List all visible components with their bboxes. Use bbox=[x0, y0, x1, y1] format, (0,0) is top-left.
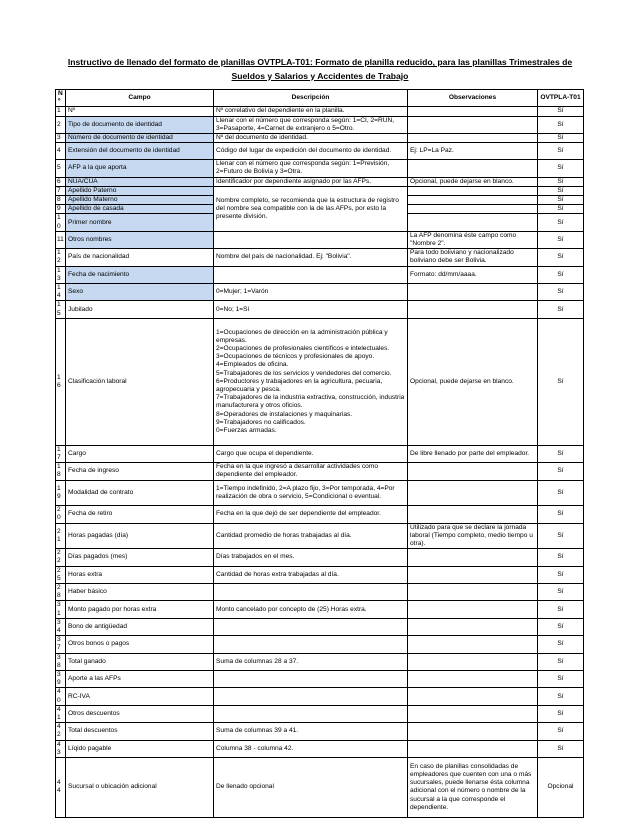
table-row bbox=[56, 618, 584, 635]
cell-number: 28 bbox=[56, 584, 66, 601]
cell-observaciones bbox=[408, 566, 538, 583]
table-body bbox=[56, 107, 584, 817]
cell-descripcion: Llenar con el número que corresponda según: 1=CI, 2=RUN, 3=Pasaporte, 4=Carnet de extranjero o 5=Otro. bbox=[214, 116, 408, 133]
cell-observaciones bbox=[408, 107, 538, 116]
cell-descripcion: Monto cancelado por concepto de (25) Horas extra. bbox=[214, 601, 408, 618]
cell-observaciones bbox=[408, 584, 538, 601]
cell-descripcion: De llenado opcional bbox=[214, 758, 408, 818]
cell-observaciones: En caso de planillas consolidadas de empleadores que cuenten con una o más sucursales, puede llenarse ésta columna adicional con el número o nombre de la sucursal a la que corresponde el dependiente. bbox=[408, 758, 538, 818]
document-title: Instructivo de llenado del formato de planillas OVTPLA-T01: Formato de planilla reducido, para las planillas Trimestrales de Sueldos y Salarios y Accidentes de Trabajo bbox=[67, 57, 573, 81]
cell-descripcion: Nombre completo, se recomienda que la estructura de registro del nombre sea compatible con la de las AFPs, por esto la presente división. bbox=[214, 186, 408, 231]
cell-campo: Monto pagado por horas extra bbox=[66, 601, 214, 618]
cell-number: 39 bbox=[56, 671, 66, 688]
cell-observaciones bbox=[408, 618, 538, 635]
cell-observaciones bbox=[408, 116, 538, 133]
cell-ovtpla: Sí bbox=[538, 671, 584, 688]
cell-number: 8 bbox=[56, 196, 66, 205]
cell-campo: Fecha de nacimiento bbox=[66, 266, 214, 283]
cell-observaciones bbox=[408, 480, 538, 506]
cell-observaciones bbox=[408, 723, 538, 740]
cell-ovtpla: Opcional bbox=[538, 758, 584, 818]
cell-campo: Otros bonos o pagos bbox=[66, 636, 214, 653]
cell-campo: Fecha de retiro bbox=[66, 506, 214, 523]
cell-number: 3 bbox=[56, 134, 66, 143]
cell-number: 42 bbox=[56, 723, 66, 740]
cell-ovtpla: Sí bbox=[538, 231, 584, 248]
cell-ovtpla: Sí bbox=[538, 301, 584, 318]
cell-observaciones bbox=[408, 601, 538, 618]
header-observaciones: Observaciones bbox=[408, 90, 538, 107]
cell-ovtpla: Sí bbox=[538, 653, 584, 670]
cell-number: 44 bbox=[56, 758, 66, 818]
cell-observaciones bbox=[408, 196, 538, 205]
cell-campo: Clasificación laboral bbox=[66, 318, 214, 445]
cell-descripcion: Suma de columnas 28 a 37. bbox=[214, 653, 408, 670]
cell-ovtpla: Sí bbox=[538, 584, 584, 601]
cell-ovtpla: Sí bbox=[538, 740, 584, 757]
cell-descripcion: 1=Tiempo indefinido, 2=A plazo fijo, 3=Por temporada, 4=Por realización de obra o servicio, 5=Condicional o eventual. bbox=[214, 480, 408, 506]
cell-descripcion bbox=[214, 231, 408, 248]
table-row bbox=[56, 249, 584, 266]
cell-campo: Sucursal o ubicación adicional bbox=[66, 758, 214, 818]
table-header-row bbox=[56, 90, 584, 107]
cell-observaciones bbox=[408, 653, 538, 670]
cell-descripcion: Cantidad de horas extra trabajadas al día. bbox=[214, 566, 408, 583]
cell-number: 10 bbox=[56, 214, 66, 231]
table-row bbox=[56, 266, 584, 283]
cell-campo: Días pagados (mes) bbox=[66, 549, 214, 566]
cell-number: 15 bbox=[56, 301, 66, 318]
cell-campo: Apellido Materno bbox=[66, 196, 214, 205]
cell-number: 25 bbox=[56, 566, 66, 583]
cell-campo: Bono de antigüedad bbox=[66, 618, 214, 635]
cell-number: 18 bbox=[56, 463, 66, 480]
cell-number: 4 bbox=[56, 143, 66, 160]
cell-descripcion bbox=[214, 266, 408, 283]
cell-observaciones bbox=[408, 214, 538, 231]
instructions-table bbox=[55, 89, 584, 818]
cell-campo: Primer nombre bbox=[66, 214, 214, 231]
cell-campo: Apellido de casada bbox=[66, 205, 214, 214]
cell-observaciones bbox=[408, 284, 538, 301]
cell-number: 22 bbox=[56, 549, 66, 566]
table-row bbox=[56, 116, 584, 133]
cell-campo: Haber básico bbox=[66, 584, 214, 601]
table-row bbox=[56, 566, 584, 583]
table-row bbox=[56, 705, 584, 722]
cell-number: 40 bbox=[56, 688, 66, 705]
cell-ovtpla: Sí bbox=[538, 549, 584, 566]
cell-descripcion bbox=[214, 688, 408, 705]
cell-campo: Sexo bbox=[66, 284, 214, 301]
cell-observaciones: Formato: dd/mm/aaaa. bbox=[408, 266, 538, 283]
cell-number: 20 bbox=[56, 506, 66, 523]
cell-campo: Fecha de ingreso bbox=[66, 463, 214, 480]
cell-campo: Modalidad de contrato bbox=[66, 480, 214, 506]
cell-descripcion: Identificador por dependiente asignado por las AFPs. bbox=[214, 177, 408, 186]
cell-ovtpla: Sí bbox=[538, 214, 584, 231]
cell-campo: País de nacionalidad bbox=[66, 249, 214, 266]
cell-number: 7 bbox=[56, 186, 66, 195]
cell-campo: Líqido pagable bbox=[66, 740, 214, 757]
cell-number: 12 bbox=[56, 249, 66, 266]
cell-ovtpla: Sí bbox=[538, 688, 584, 705]
table-row bbox=[56, 231, 584, 248]
cell-number: 1 bbox=[56, 107, 66, 116]
cell-observaciones bbox=[408, 205, 538, 214]
cell-descripcion: Fecha en la que dejó de ser dependiente del empleador. bbox=[214, 506, 408, 523]
cell-ovtpla: Sí bbox=[538, 266, 584, 283]
table-row bbox=[56, 758, 584, 818]
header-ovtpla: OVTPLA-T01 bbox=[538, 90, 584, 107]
cell-descripcion: Nº correlativo del dependiente en la planilla. bbox=[214, 107, 408, 116]
cell-observaciones bbox=[408, 134, 538, 143]
cell-campo: Número de documento de identidad bbox=[66, 134, 214, 143]
cell-descripcion: Nombre del país de nacionalidad. Ej: "Bolivia". bbox=[214, 249, 408, 266]
cell-descripcion bbox=[214, 584, 408, 601]
cell-campo: Otros descuentos bbox=[66, 705, 214, 722]
cell-number: 11 bbox=[56, 231, 66, 248]
header-campo: Campo bbox=[66, 90, 214, 107]
cell-observaciones bbox=[408, 671, 538, 688]
cell-campo: NUA/CUA bbox=[66, 177, 214, 186]
cell-observaciones: Utilizado para que se declare la jornada laboral (Tiempo completo, medio tiempo u otra). bbox=[408, 523, 538, 549]
cell-descripcion: Cantidad promedio de horas trabajadas al día. bbox=[214, 523, 408, 549]
table-row bbox=[56, 740, 584, 757]
table-row bbox=[56, 284, 584, 301]
table-row bbox=[56, 688, 584, 705]
cell-descripcion: Suma de columnas 39 a 41. bbox=[214, 723, 408, 740]
cell-ovtpla: Sí bbox=[538, 249, 584, 266]
cell-ovtpla: Sí bbox=[538, 523, 584, 549]
cell-number: 41 bbox=[56, 705, 66, 722]
table-row bbox=[56, 177, 584, 186]
cell-campo: Otros nombres bbox=[66, 231, 214, 248]
cell-number: 31 bbox=[56, 601, 66, 618]
cell-ovtpla: Sí bbox=[538, 705, 584, 722]
table-row bbox=[56, 186, 584, 195]
table-row bbox=[56, 584, 584, 601]
cell-campo: Extensión del documento de identidad bbox=[66, 143, 214, 160]
cell-descripcion: Nº del documento de identidad. bbox=[214, 134, 408, 143]
cell-campo: Nº bbox=[66, 107, 214, 116]
cell-observaciones bbox=[408, 160, 538, 177]
cell-number: 13 bbox=[56, 266, 66, 283]
cell-descripcion bbox=[214, 636, 408, 653]
cell-ovtpla: Sí bbox=[538, 107, 584, 116]
cell-ovtpla: Sí bbox=[538, 134, 584, 143]
cell-campo: Total ganado bbox=[66, 653, 214, 670]
cell-ovtpla: Sí bbox=[538, 463, 584, 480]
cell-number: 21 bbox=[56, 523, 66, 549]
table-row bbox=[56, 636, 584, 653]
cell-number: 34 bbox=[56, 618, 66, 635]
cell-ovtpla: Sí bbox=[538, 318, 584, 445]
cell-descripcion: 0=No; 1=Sí bbox=[214, 301, 408, 318]
cell-observaciones bbox=[408, 301, 538, 318]
cell-ovtpla: Sí bbox=[538, 143, 584, 160]
cell-ovtpla: Sí bbox=[538, 177, 584, 186]
cell-observaciones bbox=[408, 186, 538, 195]
cell-ovtpla: Sí bbox=[538, 196, 584, 205]
cell-ovtpla: Sí bbox=[538, 186, 584, 195]
cell-ovtpla: Sí bbox=[538, 601, 584, 618]
cell-descripcion: Código del lugar de expedición del documento de identidad. bbox=[214, 143, 408, 160]
cell-number: 16 bbox=[56, 318, 66, 445]
cell-ovtpla: Sí bbox=[538, 445, 584, 462]
table-row bbox=[56, 107, 584, 116]
cell-observaciones bbox=[408, 636, 538, 653]
cell-campo: AFP a la que aporta bbox=[66, 160, 214, 177]
cell-descripcion: Llenar con el número que corresponda según: 1=Previsión, 2=Futuro de Bolivia y 3=Otra. bbox=[214, 160, 408, 177]
cell-ovtpla: Sí bbox=[538, 566, 584, 583]
cell-number: 37 bbox=[56, 636, 66, 653]
cell-observaciones: Ej: LP=La Paz. bbox=[408, 143, 538, 160]
cell-observaciones bbox=[408, 506, 538, 523]
cell-observaciones: De libre llenado por parte del empleador. bbox=[408, 445, 538, 462]
table-row bbox=[56, 301, 584, 318]
table-row bbox=[56, 143, 584, 160]
table-row bbox=[56, 671, 584, 688]
cell-ovtpla: Sí bbox=[538, 723, 584, 740]
cell-observaciones bbox=[408, 740, 538, 757]
table-row bbox=[56, 653, 584, 670]
cell-descripcion bbox=[214, 618, 408, 635]
table-row bbox=[56, 318, 584, 445]
table-row bbox=[56, 523, 584, 549]
cell-observaciones: Opcional, puede dejarse en blanco. bbox=[408, 177, 538, 186]
cell-campo: Aporte a las AFPs bbox=[66, 671, 214, 688]
cell-descripcion: 0=Mujer; 1=Varón bbox=[214, 284, 408, 301]
cell-campo: Jubilado bbox=[66, 301, 214, 318]
cell-number: 43 bbox=[56, 740, 66, 757]
cell-number: 17 bbox=[56, 445, 66, 462]
cell-descripcion: Columna 38 - columna 42. bbox=[214, 740, 408, 757]
cell-campo: Cargo bbox=[66, 445, 214, 462]
cell-observaciones: Opcional, puede dejarse en blanco. bbox=[408, 318, 538, 445]
cell-observaciones bbox=[408, 463, 538, 480]
cell-observaciones bbox=[408, 549, 538, 566]
cell-number: 9 bbox=[56, 205, 66, 214]
cell-descripcion: 1=Ocupaciones de dirección en la administración pública y empresas. 2=Ocupaciones de profesionales científicos e intelectuales. 3=Ocupaciones de técnicos y profesionales de apoyo. 4=Empleados de oficina. 5=Trabajadores de los servicios y vendedores del comercio. 6=Productores y trabajadores en la agricultura, pecuaria, agropecuaria y pesca. 7=Trabajadores de la industria extractiva, construcción, industria manufacturera y otros oficios. 8=Operadores de instalaciones y maquinarias. 9=Trabajadores no calificados. 0=Fuerzas armadas. bbox=[214, 318, 408, 445]
cell-ovtpla: Sí bbox=[538, 506, 584, 523]
table-row bbox=[56, 160, 584, 177]
header-descripcion: Descripción bbox=[214, 90, 408, 107]
cell-number: 14 bbox=[56, 284, 66, 301]
cell-campo: Horas pagadas (día) bbox=[66, 523, 214, 549]
table-row bbox=[56, 549, 584, 566]
cell-ovtpla: Sí bbox=[538, 284, 584, 301]
cell-ovtpla: Sí bbox=[538, 205, 584, 214]
cell-observaciones bbox=[408, 705, 538, 722]
table-row bbox=[56, 445, 584, 462]
cell-number: 5 bbox=[56, 160, 66, 177]
table-row bbox=[56, 723, 584, 740]
cell-campo: Apellido Paterno bbox=[66, 186, 214, 195]
table-row bbox=[56, 601, 584, 618]
cell-number: 38 bbox=[56, 653, 66, 670]
cell-ovtpla: Sí bbox=[538, 160, 584, 177]
cell-campo: Horas extra bbox=[66, 566, 214, 583]
cell-ovtpla: Sí bbox=[538, 480, 584, 506]
cell-observaciones: Para todo boliviano y nacionalizado boliviano debe ser Bolivia. bbox=[408, 249, 538, 266]
cell-number: 2 bbox=[56, 116, 66, 133]
header-number: Nº bbox=[56, 90, 66, 107]
cell-ovtpla: Sí bbox=[538, 618, 584, 635]
table-row bbox=[56, 134, 584, 143]
cell-campo: Total descuentos bbox=[66, 723, 214, 740]
cell-ovtpla: Sí bbox=[538, 636, 584, 653]
cell-observaciones: La AFP denomina éste campo como "Nombre 2". bbox=[408, 231, 538, 248]
cell-number: 19 bbox=[56, 480, 66, 506]
table-row bbox=[56, 506, 584, 523]
cell-campo: RC-IVA bbox=[66, 688, 214, 705]
cell-number: 6 bbox=[56, 177, 66, 186]
cell-descripcion bbox=[214, 671, 408, 688]
cell-descripcion: Fecha en la que ingresó a desarrollar actividades como dependiente del empleador. bbox=[214, 463, 408, 480]
table-row bbox=[56, 480, 584, 506]
cell-descripcion: Cargo que ocupa el dependiente. bbox=[214, 445, 408, 462]
cell-descripcion bbox=[214, 705, 408, 722]
table-row bbox=[56, 463, 584, 480]
cell-campo: Tipo de documento de identidad bbox=[66, 116, 214, 133]
cell-descripcion: Días trabajados en el mes. bbox=[214, 549, 408, 566]
cell-ovtpla: Sí bbox=[538, 116, 584, 133]
cell-observaciones bbox=[408, 688, 538, 705]
